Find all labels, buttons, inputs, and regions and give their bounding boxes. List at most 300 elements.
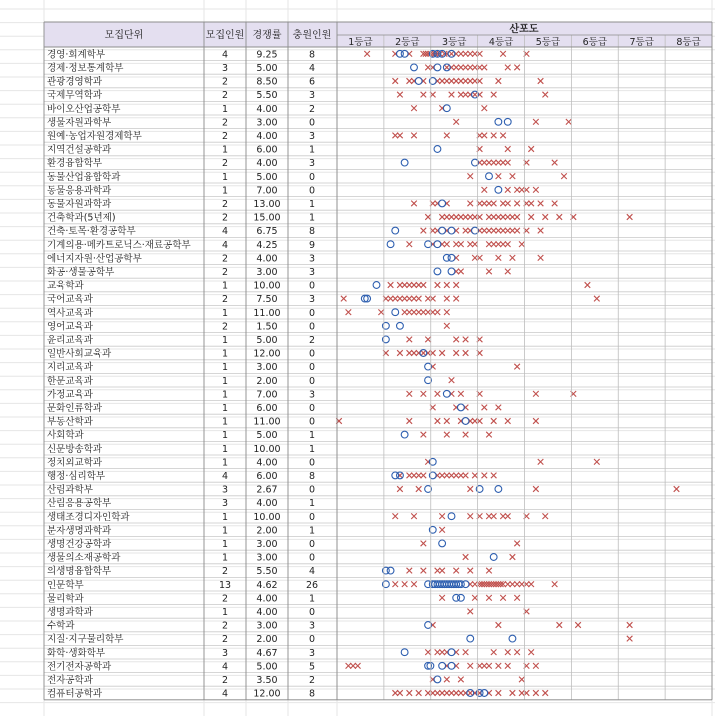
cross-mark [505,146,511,152]
cell-unit-name: 윤리교육과 [47,335,93,346]
cross-mark [411,201,417,207]
cross-mark [514,541,520,547]
cross-mark [557,622,563,628]
cross-mark [444,133,450,139]
circle-mark [434,64,441,71]
cross-mark [491,92,497,98]
cell-ratio: 6.75 [256,226,278,238]
cross-mark [467,609,473,615]
circle-mark [443,105,450,112]
cell-unit-name: 경영·회계학부 [47,49,106,61]
cross-mark [411,581,417,587]
cross-mark [397,350,403,356]
cell-quota: 1 [221,416,229,428]
header-ratio: 경쟁률 [252,30,282,41]
circle-mark [401,159,408,166]
cell-quota: 13 [218,579,232,591]
cross-mark [533,391,539,397]
cell-ratio: 11.00 [253,416,281,428]
circle-mark [411,64,418,71]
cell-extra: 0 [308,403,316,414]
circle-mark [439,200,446,207]
cross-mark [627,214,633,220]
cell-extra: 0 [308,185,316,197]
cross-mark [439,513,445,519]
cell-ratio: 15.00 [253,212,281,224]
cross-mark [505,241,511,247]
x-tick-label: 3등급 [441,37,467,48]
cross-mark [528,581,534,587]
cell-ratio: 7.00 [256,185,278,197]
cross-mark [421,568,427,574]
cell-extra: 9 [308,239,316,251]
cross-mark [519,241,525,247]
cross-mark [463,649,469,655]
circle-mark [467,635,474,642]
cell-ratio: 4.00 [256,607,278,618]
cross-mark [453,568,459,574]
cell-unit-name: 지역건설공학과 [47,144,112,156]
cell-quota: 4 [221,226,229,238]
cell-unit-name: 건축·토목·환경공학부 [47,226,136,238]
cell-extra: 0 [308,348,316,360]
cross-mark [463,554,469,560]
cell-extra: 3 [308,267,316,278]
circle-mark [434,241,441,248]
cell-extra: 4 [308,566,316,578]
cell-unit-name: 경제·정보통계학부 [47,63,124,74]
cell-quota: 1 [221,171,229,183]
cross-mark [416,690,422,696]
cell-quota: 3 [221,484,229,496]
cross-mark [482,405,488,411]
circle-mark [457,404,464,411]
cell-quota: 4 [221,239,229,251]
cross-mark [538,201,544,207]
circle-mark [434,676,441,683]
circle-mark [392,227,399,234]
circle-mark [439,227,446,234]
cell-quota: 1 [221,403,229,414]
cell-quota: 2 [221,158,229,170]
cross-mark [500,595,506,601]
cell-extra: 3 [308,389,316,401]
cell-unit-name: 바이오산업공학부 [47,103,121,115]
cross-mark [533,690,539,696]
cell-unit-name: 화학·생화학부 [47,647,106,659]
cell-extra: 5 [308,661,316,673]
cell-quota: 2 [221,90,229,102]
circle-mark [434,268,441,275]
x-tick-label: 4등급 [488,37,514,48]
cross-mark [411,133,417,139]
circle-mark [462,581,469,588]
cell-ratio: 1.50 [256,321,278,333]
cell-extra: 8 [308,688,316,700]
cell-extra: 0 [308,539,316,550]
circle-mark [509,635,516,642]
cell-extra: 3 [308,158,316,170]
circle-mark [457,594,464,601]
cross-mark [514,65,520,71]
cross-mark [486,595,492,601]
cross-mark [407,391,413,397]
cell-quota: 4 [221,49,229,61]
cell-extra: 4 [308,63,316,74]
cross-mark [528,649,534,655]
cell-extra: 6 [308,76,316,88]
cross-mark [491,133,497,139]
header-quota: 모집인원 [205,30,245,41]
cross-mark [627,622,633,628]
cell-ratio: 2.00 [256,525,278,537]
cross-mark [552,581,558,587]
cell-ratio: 4.67 [256,647,278,659]
cross-mark [453,296,459,302]
cell-extra: 2 [308,335,316,346]
cell-quota: 1 [221,511,229,523]
cross-mark [542,92,548,98]
cross-mark [519,677,525,683]
cross-mark [458,391,464,397]
cell-ratio: 3.00 [256,362,278,374]
cross-mark [594,296,600,302]
cell-quota: 2 [221,117,229,129]
cell-unit-name: 의생명융합학부 [47,566,112,578]
cross-mark [453,119,459,125]
cross-mark [486,432,492,438]
cell-extra: 1 [308,430,316,442]
cross-mark [397,133,403,139]
cross-mark [496,255,502,261]
cross-mark [425,337,431,343]
cross-mark [416,296,422,302]
cell-unit-name: 전자공학과 [47,675,93,686]
cross-mark [538,228,544,234]
cell-quota: 1 [221,525,229,537]
cell-extra: 3 [308,620,316,632]
cell-quota: 2 [221,321,229,333]
cell-quota: 4 [221,471,229,482]
x-tick-label: 2등급 [395,37,420,48]
circle-mark [387,241,394,248]
cell-ratio: 5.00 [256,430,278,442]
cross-mark [472,473,478,479]
cross-mark [566,119,572,125]
cross-mark [528,146,534,152]
cell-quota: 1 [221,607,229,618]
cross-mark [505,418,511,424]
cell-ratio: 10.00 [253,443,281,455]
cross-mark [496,622,502,628]
cross-mark [538,459,544,465]
cell-quota: 4 [221,688,229,700]
cell-extra: 1 [308,199,316,210]
cross-mark [542,513,548,519]
cell-ratio: 13.00 [253,199,281,210]
cell-quota: 1 [221,552,229,564]
cross-mark [505,187,511,193]
cell-quota: 2 [221,634,229,646]
cell-unit-name: 가정교육과 [47,389,93,401]
x-tick-label: 7등급 [629,37,654,48]
cross-mark [510,173,516,179]
cell-quota: 1 [221,457,229,469]
table-borders [44,22,712,700]
cross-mark [482,65,488,71]
cross-mark [407,568,413,574]
cross-mark [505,513,511,519]
cell-ratio: 5.50 [256,90,278,102]
cross-mark [542,690,548,696]
cross-mark [482,105,488,111]
cell-extra: 0 [308,362,316,374]
cross-mark [505,65,511,71]
circle-mark [415,78,422,85]
cell-quota: 3 [221,647,229,659]
cell-quota: 2 [221,620,229,632]
cell-quota: 1 [221,280,229,292]
cross-mark [392,78,398,84]
cell-ratio: 7.50 [256,294,278,306]
cross-mark [500,133,506,139]
cell-unit-name: 산림응용공학부 [47,498,112,510]
cross-mark [444,296,450,302]
cross-mark [444,432,450,438]
cell-extra: 1 [308,525,316,537]
cross-mark [402,581,408,587]
cell-quota: 1 [221,185,229,197]
cross-mark [435,391,441,397]
cell-extra: 0 [308,375,316,387]
x-tick-label: 5등급 [535,37,561,48]
cell-ratio: 2.67 [256,484,278,496]
cross-mark [496,173,502,179]
cross-mark [421,432,427,438]
cell-unit-name: 부동산학과 [47,416,93,428]
cross-mark [397,690,403,696]
cross-mark [444,282,450,288]
circle-mark [504,118,511,125]
cell-quota: 1 [221,389,229,401]
cell-ratio: 4.00 [256,158,278,170]
cell-unit-name: 화공·생물공학부 [47,267,115,278]
circle-mark [434,146,441,153]
header-unit: 모집단위 [104,30,144,41]
cross-mark [449,92,455,98]
cell-quota: 2 [221,675,229,686]
x-tick-label: 6등급 [582,37,608,48]
cross-mark [594,459,600,465]
cell-quota: 3 [221,63,229,74]
circle-mark [490,554,497,561]
circle-mark [486,173,493,180]
cell-quota: 1 [221,362,229,374]
cross-mark [552,160,558,166]
circle-mark [439,540,446,547]
cell-extra: 26 [305,579,319,591]
cell-extra: 8 [308,471,316,482]
cross-mark [453,282,459,288]
cross-mark [505,160,511,166]
circle-mark [392,309,399,316]
cell-unit-name: 지리교육과 [47,362,93,374]
cell-ratio: 6.00 [256,144,278,156]
cell-ratio: 4.00 [256,253,278,265]
chart-title: 산포도 [509,24,539,35]
circle-mark [448,649,455,656]
cross-mark [421,282,427,288]
cross-mark [425,649,431,655]
cross-mark [538,255,544,261]
cross-mark [439,568,445,574]
cross-mark [496,405,502,411]
cell-ratio: 12.00 [253,688,281,700]
cell-unit-name: 사회학과 [47,430,84,442]
cross-mark [674,486,680,492]
cross-mark [514,649,520,655]
cell-unit-name: 동물산업융합학과 [47,171,121,183]
cell-unit-name: 생명과학과 [47,607,93,618]
cross-mark [439,595,445,601]
cross-mark [425,214,431,220]
cross-mark [397,92,403,98]
cell-unit-name: 기계의용·메카트로닉스·재료공학부 [47,239,191,251]
cell-unit-name: 정치외교학과 [47,457,103,469]
cross-mark [542,214,548,220]
cell-extra: 1 [308,144,316,156]
cross-mark [463,337,469,343]
cell-ratio: 5.00 [256,335,278,346]
cell-quota: 1 [221,430,229,442]
cell-ratio: 4.00 [256,457,278,469]
cell-ratio: 4.00 [256,593,278,605]
cell-quota: 4 [221,661,229,673]
cross-mark [421,541,427,547]
cell-unit-name: 생명건강공학과 [47,539,112,550]
cross-mark [514,595,520,601]
cross-mark [505,649,511,655]
cell-ratio: 3.00 [256,539,278,550]
cell-extra: 2 [308,675,316,686]
circle-mark [495,186,502,193]
cell-ratio: 7.00 [256,389,278,401]
cell-extra: 1 [308,593,316,605]
cell-unit-name: 국제무역학과 [47,90,103,102]
cross-mark [500,51,506,57]
cell-ratio: 2.00 [256,634,278,646]
cell-quota: 1 [221,539,229,550]
cell-ratio: 12.00 [253,348,281,360]
cell-unit-name: 동물자원과학과 [47,199,112,210]
cell-quota: 2 [221,267,229,278]
cross-mark [533,486,539,492]
cross-mark [514,228,520,234]
cross-mark [491,418,497,424]
cell-ratio: 10.00 [253,280,281,292]
cross-mark [435,282,441,288]
circle-mark [439,662,446,669]
cell-unit-name: 컴퓨터공학과 [47,688,103,700]
cell-extra: 0 [308,607,316,618]
cell-extra: 0 [308,484,316,496]
cell-ratio: 6.00 [256,403,278,414]
cross-mark [467,663,473,669]
cell-unit-name: 물리학과 [47,593,84,605]
cell-quota: 1 [221,335,229,346]
cell-unit-name: 국어교육과 [47,294,93,306]
cell-quota: 1 [221,443,229,455]
cross-mark [505,663,511,669]
cell-quota: 1 [221,348,229,360]
cell-ratio: 8.50 [256,76,278,88]
cell-ratio: 9.25 [256,49,278,61]
cross-mark [533,418,539,424]
cell-extra: 0 [308,321,316,333]
cell-extra: 3 [308,90,316,102]
cross-mark [496,690,502,696]
cell-unit-name: 문화인류학과 [47,403,103,414]
cross-mark [346,309,352,315]
cell-unit-name: 수학과 [47,620,75,632]
cell-unit-name: 교육학과 [47,280,84,292]
cell-extra: 0 [308,280,316,292]
cell-ratio: 3.00 [256,620,278,632]
circle-mark [462,418,469,425]
cross-mark [575,622,581,628]
cell-quota: 1 [221,103,229,115]
cell-unit-name: 동물응용과학과 [47,185,112,197]
cell-quota: 2 [221,131,229,142]
cross-mark [538,78,544,84]
cross-mark [439,350,445,356]
cell-unit-name: 전기전자공학과 [47,661,112,673]
cross-mark [444,241,450,247]
cross-mark [505,269,511,275]
cell-unit-name: 관광경영학과 [47,76,103,88]
circle-mark [448,662,455,669]
cell-extra: 3 [308,131,316,142]
cell-unit-name: 생태조경디자인학과 [47,511,130,523]
cell-ratio: 5.00 [256,171,278,183]
cell-extra: 0 [308,307,316,319]
cross-mark [533,187,539,193]
cell-ratio: 3.00 [256,117,278,129]
cross-mark [444,418,450,424]
circle-mark [401,50,408,57]
cell-unit-name: 일반사회교육과 [47,348,112,360]
cross-mark [458,241,464,247]
cell-extra: 8 [308,226,316,238]
cross-mark [467,486,473,492]
cross-mark [472,241,478,247]
cross-mark [444,677,450,683]
circle-mark [387,567,394,574]
circle-mark [397,322,404,329]
cell-extra: 1 [308,498,316,510]
cross-mark [453,350,459,356]
cross-mark [458,269,464,275]
cross-mark [528,201,534,207]
cross-mark [510,255,516,261]
cross-mark [467,568,473,574]
cross-mark [491,473,497,479]
cell-unit-name: 영어교육과 [47,321,93,333]
cell-ratio: 2.00 [256,375,278,387]
cross-mark [421,391,427,397]
cross-mark [392,513,398,519]
cross-mark [533,663,539,669]
